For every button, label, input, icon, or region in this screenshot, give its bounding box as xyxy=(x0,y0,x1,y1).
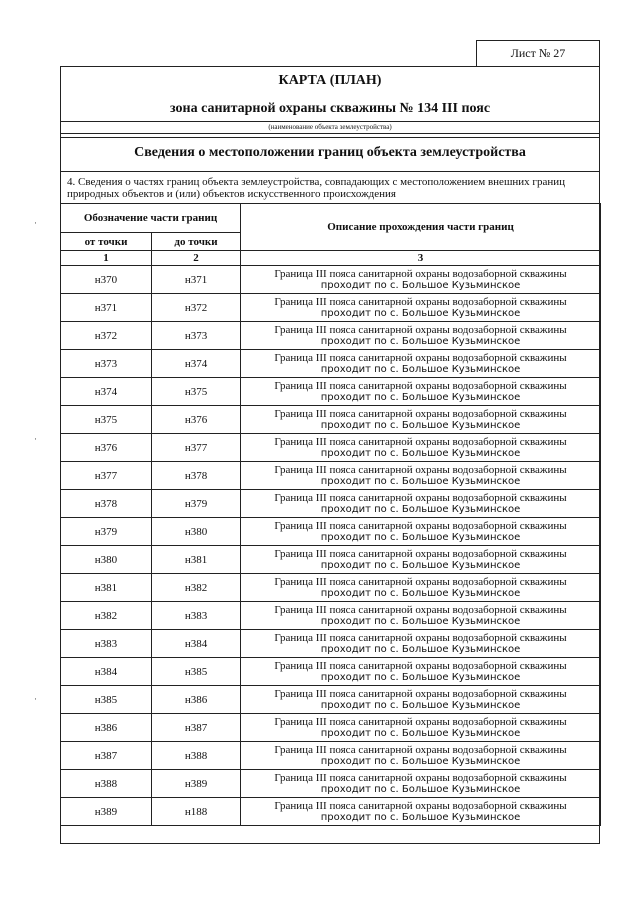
from-point: н379 xyxy=(61,518,152,546)
description-line-1: Граница III пояса санитарной охраны водозаборной скважины xyxy=(274,379,567,392)
document-frame xyxy=(60,66,600,844)
doc-title: КАРТА (ПЛАН) xyxy=(278,73,382,88)
boundary-description xyxy=(241,630,601,658)
from-point: н370 xyxy=(61,266,152,294)
table-row xyxy=(61,322,601,350)
divider xyxy=(61,171,599,172)
to-point: н374 xyxy=(152,350,241,378)
description-line-2: проходит по с. Большое Кузьминское xyxy=(320,615,521,627)
boundary-description xyxy=(241,322,601,350)
from-point: н373 xyxy=(61,350,152,378)
from-point: н372 xyxy=(61,322,152,350)
description-line-1: Граница III пояса санитарной охраны водозаборной скважины xyxy=(274,435,567,448)
description-line-1: Граница III пояса санитарной охраны водозаборной скважины xyxy=(274,463,567,476)
description-line-2: проходит по с. Большое Кузьминское xyxy=(320,643,521,655)
to-point: н373 xyxy=(152,322,241,350)
boundary-description xyxy=(241,658,601,686)
divider xyxy=(61,121,599,122)
col-num-2: 2 xyxy=(152,251,241,266)
from-point: н389 xyxy=(61,798,152,826)
section-note: 4. Сведения о частях границ объекта землеустройства, совпадающих с местоположением внешних границ природных объектов и (или) объектов искусственного происхождения xyxy=(67,176,565,200)
description-line-2: проходит по с. Большое Кузьминское xyxy=(320,447,521,459)
col-desc-header: Описание прохождения части границ xyxy=(241,204,601,251)
to-point: н384 xyxy=(152,630,241,658)
table-row xyxy=(61,770,601,798)
boundary-description xyxy=(241,266,601,294)
table-body xyxy=(61,266,601,826)
table-row xyxy=(61,742,601,770)
description-line-1: Граница III пояса санитарной охраны водозаборной скважины xyxy=(274,631,567,644)
table-row xyxy=(61,378,601,406)
table-row xyxy=(61,518,601,546)
boundary-description xyxy=(241,350,601,378)
description-line-2: проходит по с. Большое Кузьминское xyxy=(320,335,521,347)
boundary-table xyxy=(60,203,601,826)
from-point: н380 xyxy=(61,546,152,574)
table-row xyxy=(61,686,601,714)
from-point: н371 xyxy=(61,294,152,322)
table-row xyxy=(61,294,601,322)
to-point: н376 xyxy=(152,406,241,434)
table-row xyxy=(61,406,601,434)
table-row xyxy=(61,434,601,462)
col-num-3: 3 xyxy=(241,251,601,266)
description-line-1: Граница III пояса санитарной охраны водозаборной скважины xyxy=(274,715,567,728)
description-line-1: Граница III пояса санитарной охраны водозаборной скважины xyxy=(274,323,567,336)
table-row xyxy=(61,266,601,294)
boundary-description xyxy=(241,602,601,630)
from-point: н381 xyxy=(61,574,152,602)
to-point: н383 xyxy=(152,602,241,630)
from-point: н383 xyxy=(61,630,152,658)
col-num-1: 1 xyxy=(61,251,152,266)
scan-mark: · xyxy=(34,218,37,228)
divider xyxy=(61,137,599,138)
description-line-1: Граница III пояса санитарной охраны водозаборной скважины xyxy=(274,295,567,308)
table-row xyxy=(61,714,601,742)
to-point: н372 xyxy=(152,294,241,322)
sheet-number: Лист № 27 xyxy=(476,40,600,66)
col-to-header: до точки xyxy=(152,233,241,251)
description-line-2: проходит по с. Большое Кузьминское xyxy=(320,671,521,683)
description-line-1: Граница III пояса санитарной охраны водозаборной скважины xyxy=(274,351,567,364)
boundary-description xyxy=(241,798,601,826)
object-caption: (наименование объекта землеустройства) xyxy=(268,123,392,131)
to-point: н375 xyxy=(152,378,241,406)
from-point: н376 xyxy=(61,434,152,462)
boundary-description xyxy=(241,462,601,490)
boundary-description xyxy=(241,406,601,434)
to-point: н381 xyxy=(152,546,241,574)
boundary-description xyxy=(241,378,601,406)
boundary-description xyxy=(241,714,601,742)
table-row xyxy=(61,602,601,630)
boundary-description xyxy=(241,294,601,322)
description-line-2: проходит по с. Большое Кузьминское xyxy=(320,727,521,739)
table-row xyxy=(61,490,601,518)
description-line-1: Граница III пояса санитарной охраны водозаборной скважины xyxy=(274,659,567,672)
to-point: н380 xyxy=(152,518,241,546)
boundary-description xyxy=(241,434,601,462)
description-line-1: Граница III пояса санитарной охраны водозаборной скважины xyxy=(274,519,567,532)
description-line-2: проходит по с. Большое Кузьминское xyxy=(320,391,521,403)
description-line-2: проходит по с. Большое Кузьминское xyxy=(320,503,521,515)
boundary-description xyxy=(241,770,601,798)
to-point: н389 xyxy=(152,770,241,798)
from-point: н378 xyxy=(61,490,152,518)
boundary-description xyxy=(241,518,601,546)
description-line-2: проходит по с. Большое Кузьминское xyxy=(320,587,521,599)
table-row xyxy=(61,658,601,686)
from-point: н387 xyxy=(61,742,152,770)
scan-mark: · xyxy=(34,694,37,704)
description-line-1: Граница III пояса санитарной охраны водозаборной скважины xyxy=(274,547,567,560)
table-row xyxy=(61,546,601,574)
scan-mark: · xyxy=(34,434,37,444)
to-point: н371 xyxy=(152,266,241,294)
to-point: н382 xyxy=(152,574,241,602)
description-line-1: Граница III пояса санитарной охраны водозаборной скважины xyxy=(274,799,567,812)
from-point: н384 xyxy=(61,658,152,686)
boundary-description xyxy=(241,686,601,714)
description-line-1: Граница III пояса санитарной охраны водозаборной скважины xyxy=(274,687,567,700)
to-point: н388 xyxy=(152,742,241,770)
table-row xyxy=(61,574,601,602)
section-title: Сведения о местоположении границ объекта землеустройства xyxy=(134,145,526,160)
description-line-2: проходит по с. Большое Кузьминское xyxy=(320,755,521,767)
col-group-header: Обозначение части границ xyxy=(61,204,241,233)
description-line-2: проходит по с. Большое Кузьминское xyxy=(320,475,521,487)
to-point: н378 xyxy=(152,462,241,490)
from-point: н386 xyxy=(61,714,152,742)
table-row xyxy=(61,798,601,826)
to-point: н387 xyxy=(152,714,241,742)
description-line-2: проходит по с. Большое Кузьминское xyxy=(320,279,521,291)
description-line-2: проходит по с. Большое Кузьминское xyxy=(320,307,521,319)
divider xyxy=(61,133,599,134)
table-row xyxy=(61,462,601,490)
description-line-1: Граница III пояса санитарной охраны водозаборной скважины xyxy=(274,743,567,756)
description-line-2: проходит по с. Большое Кузьминское xyxy=(320,363,521,375)
boundary-description xyxy=(241,742,601,770)
description-line-2: проходит по с. Большое Кузьминское xyxy=(320,783,521,795)
from-point: н377 xyxy=(61,462,152,490)
description-line-2: проходит по с. Большое Кузьминское xyxy=(320,531,521,543)
boundary-description xyxy=(241,546,601,574)
description-line-2: проходит по с. Большое Кузьминское xyxy=(320,699,521,711)
table-row xyxy=(61,350,601,378)
boundary-description xyxy=(241,574,601,602)
description-line-1: Граница III пояса санитарной охраны водозаборной скважины xyxy=(274,603,567,616)
description-line-1: Граница III пояса санитарной охраны водозаборной скважины xyxy=(274,407,567,420)
from-point: н374 xyxy=(61,378,152,406)
table-row xyxy=(61,630,601,658)
description-line-1: Граница III пояса санитарной охраны водозаборной скважины xyxy=(274,575,567,588)
description-line-2: проходит по с. Большое Кузьминское xyxy=(320,559,521,571)
doc-subtitle: зона санитарной охраны скважины № 134 III пояс xyxy=(169,101,491,116)
from-point: н385 xyxy=(61,686,152,714)
to-point: н188 xyxy=(152,798,241,826)
boundary-description xyxy=(241,490,601,518)
from-point: н388 xyxy=(61,770,152,798)
description-line-1: Граница III пояса санитарной охраны водозаборной скважины xyxy=(274,267,567,280)
from-point: н375 xyxy=(61,406,152,434)
to-point: н386 xyxy=(152,686,241,714)
description-line-1: Граница III пояса санитарной охраны водозаборной скважины xyxy=(274,771,567,784)
description-line-2: проходит по с. Большое Кузьминское xyxy=(320,419,521,431)
from-point: н382 xyxy=(61,602,152,630)
to-point: н377 xyxy=(152,434,241,462)
description-line-2: проходит по с. Большое Кузьминское xyxy=(320,811,521,823)
to-point: н379 xyxy=(152,490,241,518)
description-line-1: Граница III пояса санитарной охраны водозаборной скважины xyxy=(274,491,567,504)
to-point: н385 xyxy=(152,658,241,686)
col-from-header: от точки xyxy=(61,233,152,251)
